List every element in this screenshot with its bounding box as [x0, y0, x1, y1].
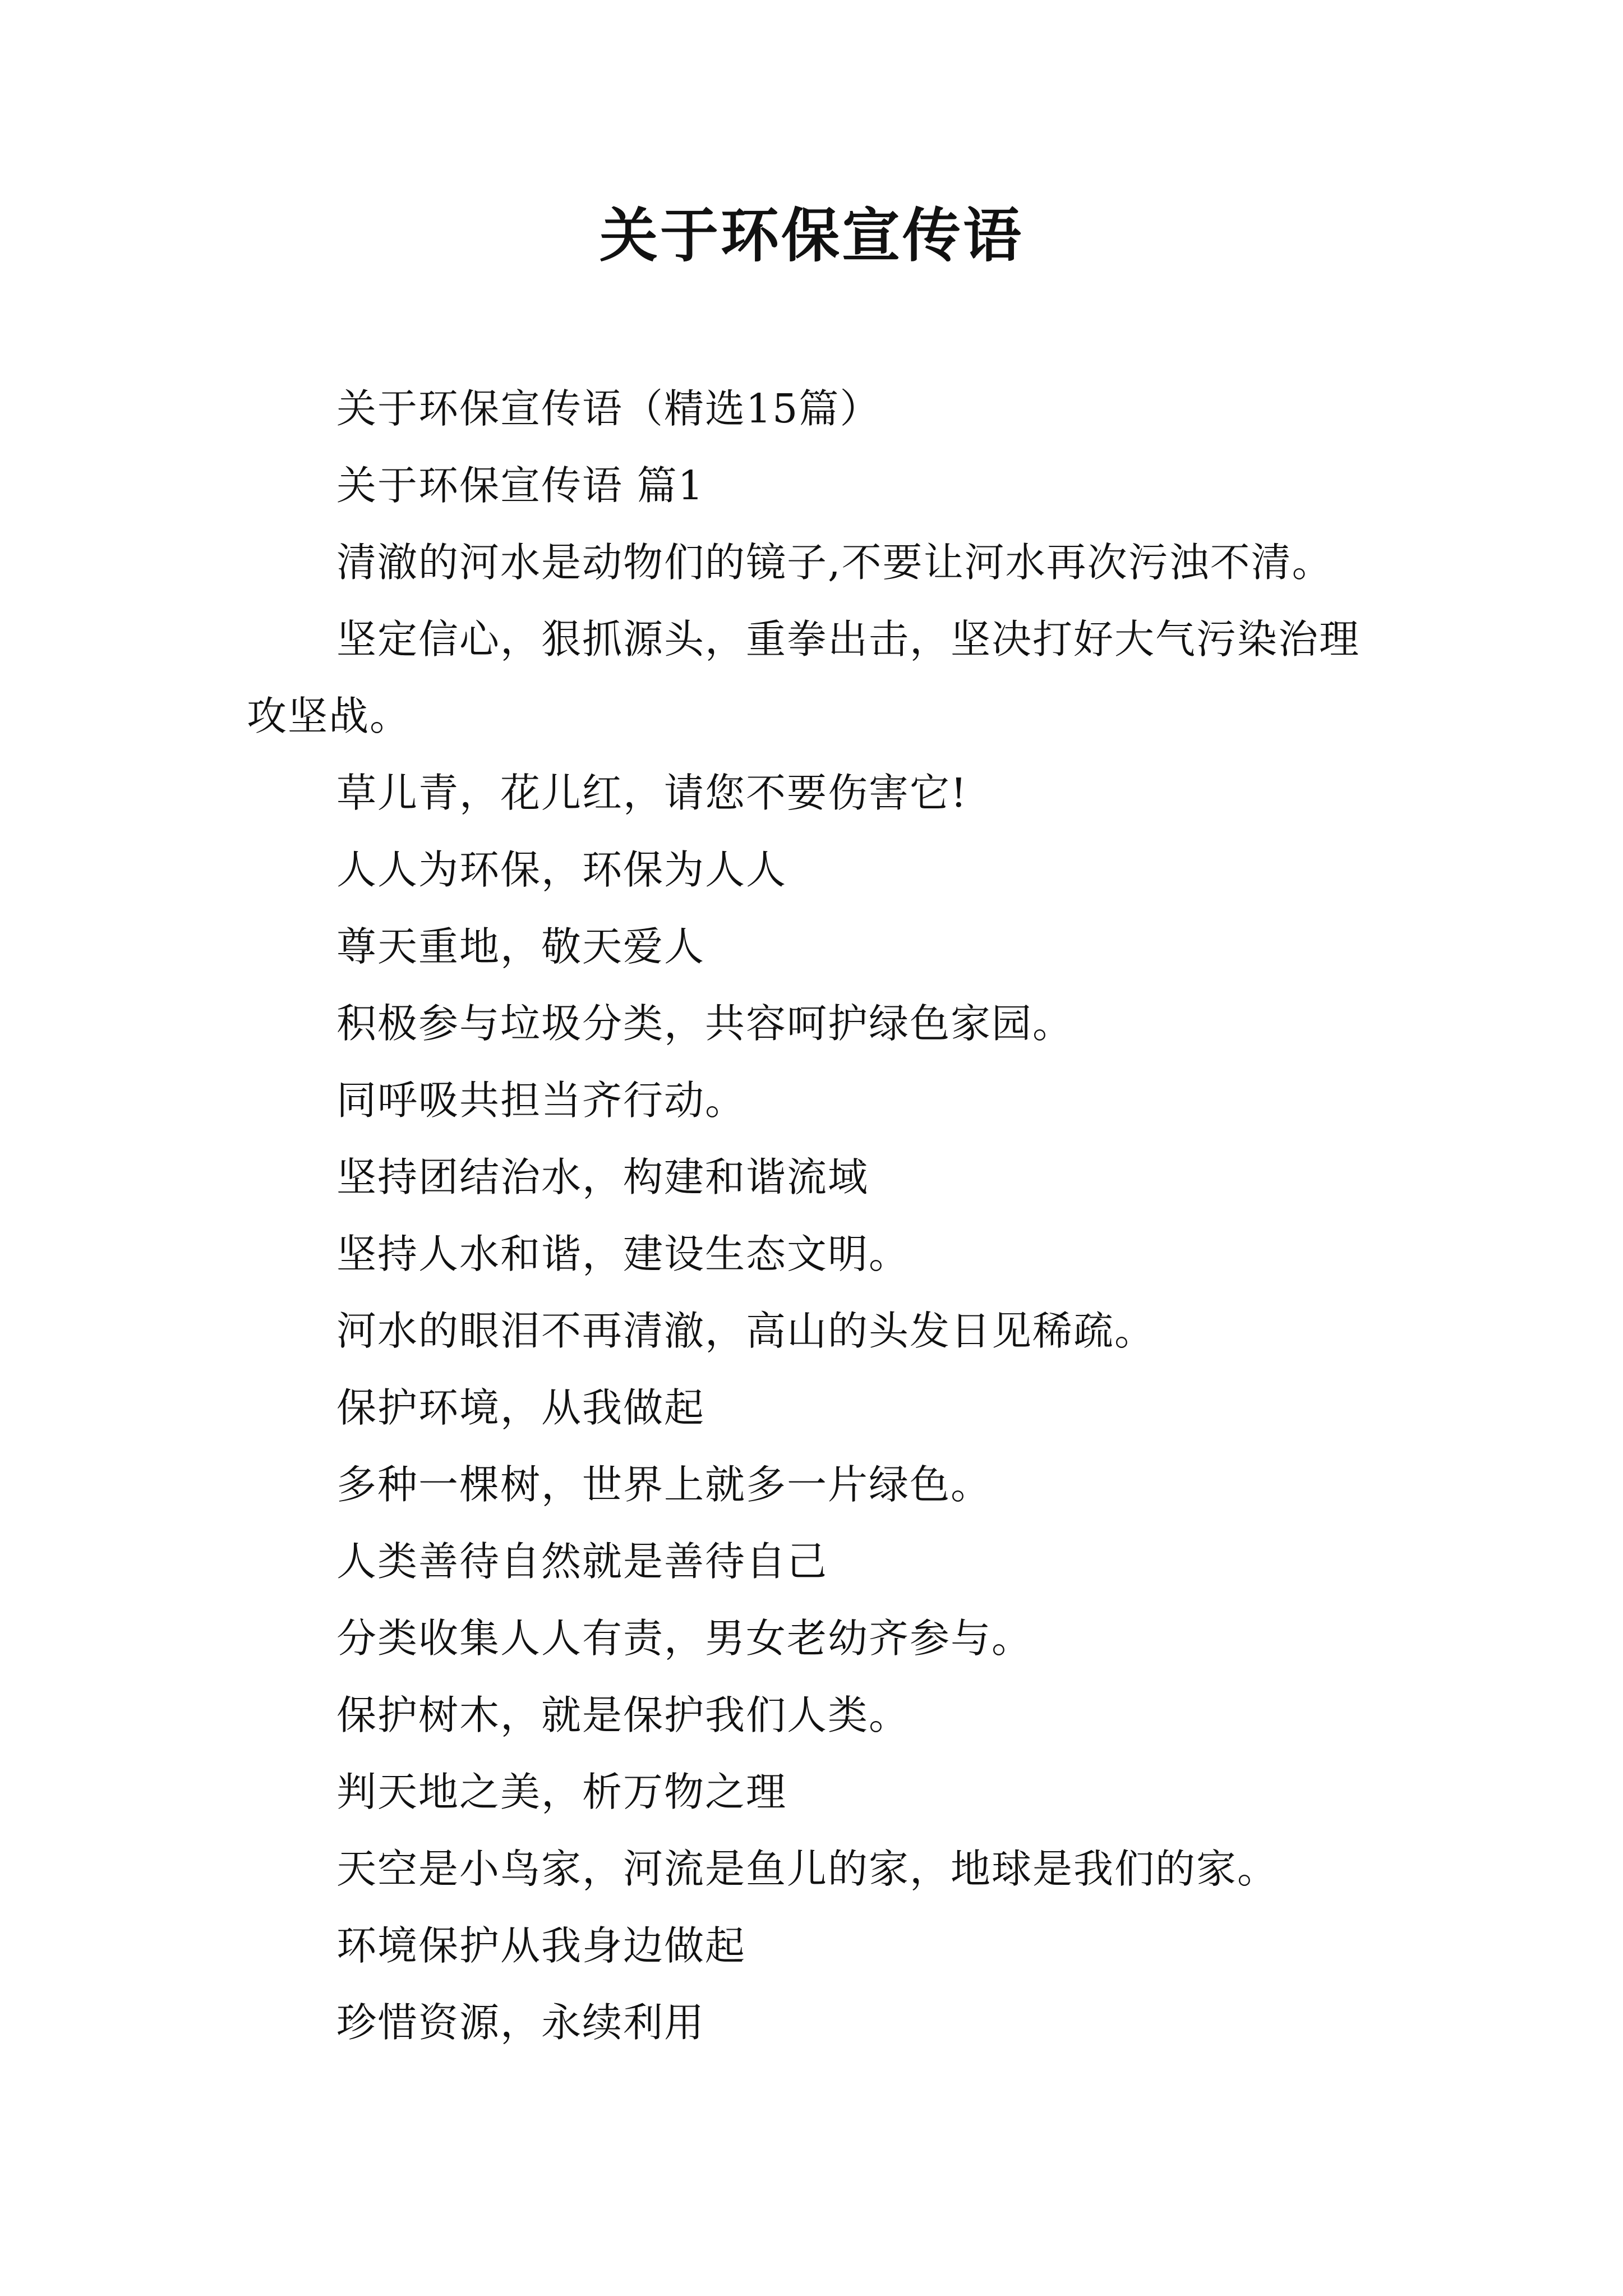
paragraph: 同呼吸共担当齐行动。	[336, 1077, 746, 1124]
paragraph: 珍惜资源，永续利用	[336, 1999, 706, 2046]
paragraph: 关于环保宣传语 篇1	[336, 462, 704, 509]
paragraph: 坚持人水和谐，建设生态文明。	[336, 1231, 910, 1277]
paragraph: 坚持团结治水，构建和谐流域	[336, 1154, 869, 1200]
paragraph: 尊天重地，敬天爱人	[336, 923, 706, 970]
paragraph: 多种一棵树，世界上就多一片绿色。	[336, 1461, 992, 1508]
paragraph: 关于环保宣传语（精选15篇）	[336, 385, 881, 432]
paragraph: 判天地之美，析万物之理	[336, 1769, 787, 1815]
paragraph: 天空是小鸟家，河流是鱼儿的家，地球是我们的家。	[336, 1846, 1279, 1892]
paragraph: 河水的眼泪不再清澈，高山的头发日见稀疏。	[336, 1308, 1156, 1354]
paragraph: 草儿青，花儿红，请您不要伤害它!	[336, 770, 968, 816]
paragraph: 积极参与垃圾分类，共容呵护绿色家园。	[336, 1000, 1074, 1047]
document-body	[247, 370, 1391, 2061]
document-title: 关于环保宣传语	[599, 201, 1023, 270]
paragraph: 坚定信心，狠抓源头，重拳出击，坚决打好大气污染治理攻坚战。	[247, 616, 1361, 739]
paragraph: 分类收集人人有责，男女老幼齐参与。	[336, 1615, 1033, 1662]
paragraph: 保护环境，从我做起	[336, 1384, 706, 1431]
paragraph: 保护树木，就是保护我们人类。	[336, 1692, 910, 1738]
paragraph: 环境保护从我身边做起	[336, 1922, 746, 1969]
paragraph: 人人为环保，环保为人人	[336, 846, 787, 893]
paragraph: 清澈的河水是动物们的镜子,不要让河水再次污浊不清。	[336, 539, 1333, 586]
paragraph: 人类善待自然就是善待自己	[336, 1538, 828, 1585]
